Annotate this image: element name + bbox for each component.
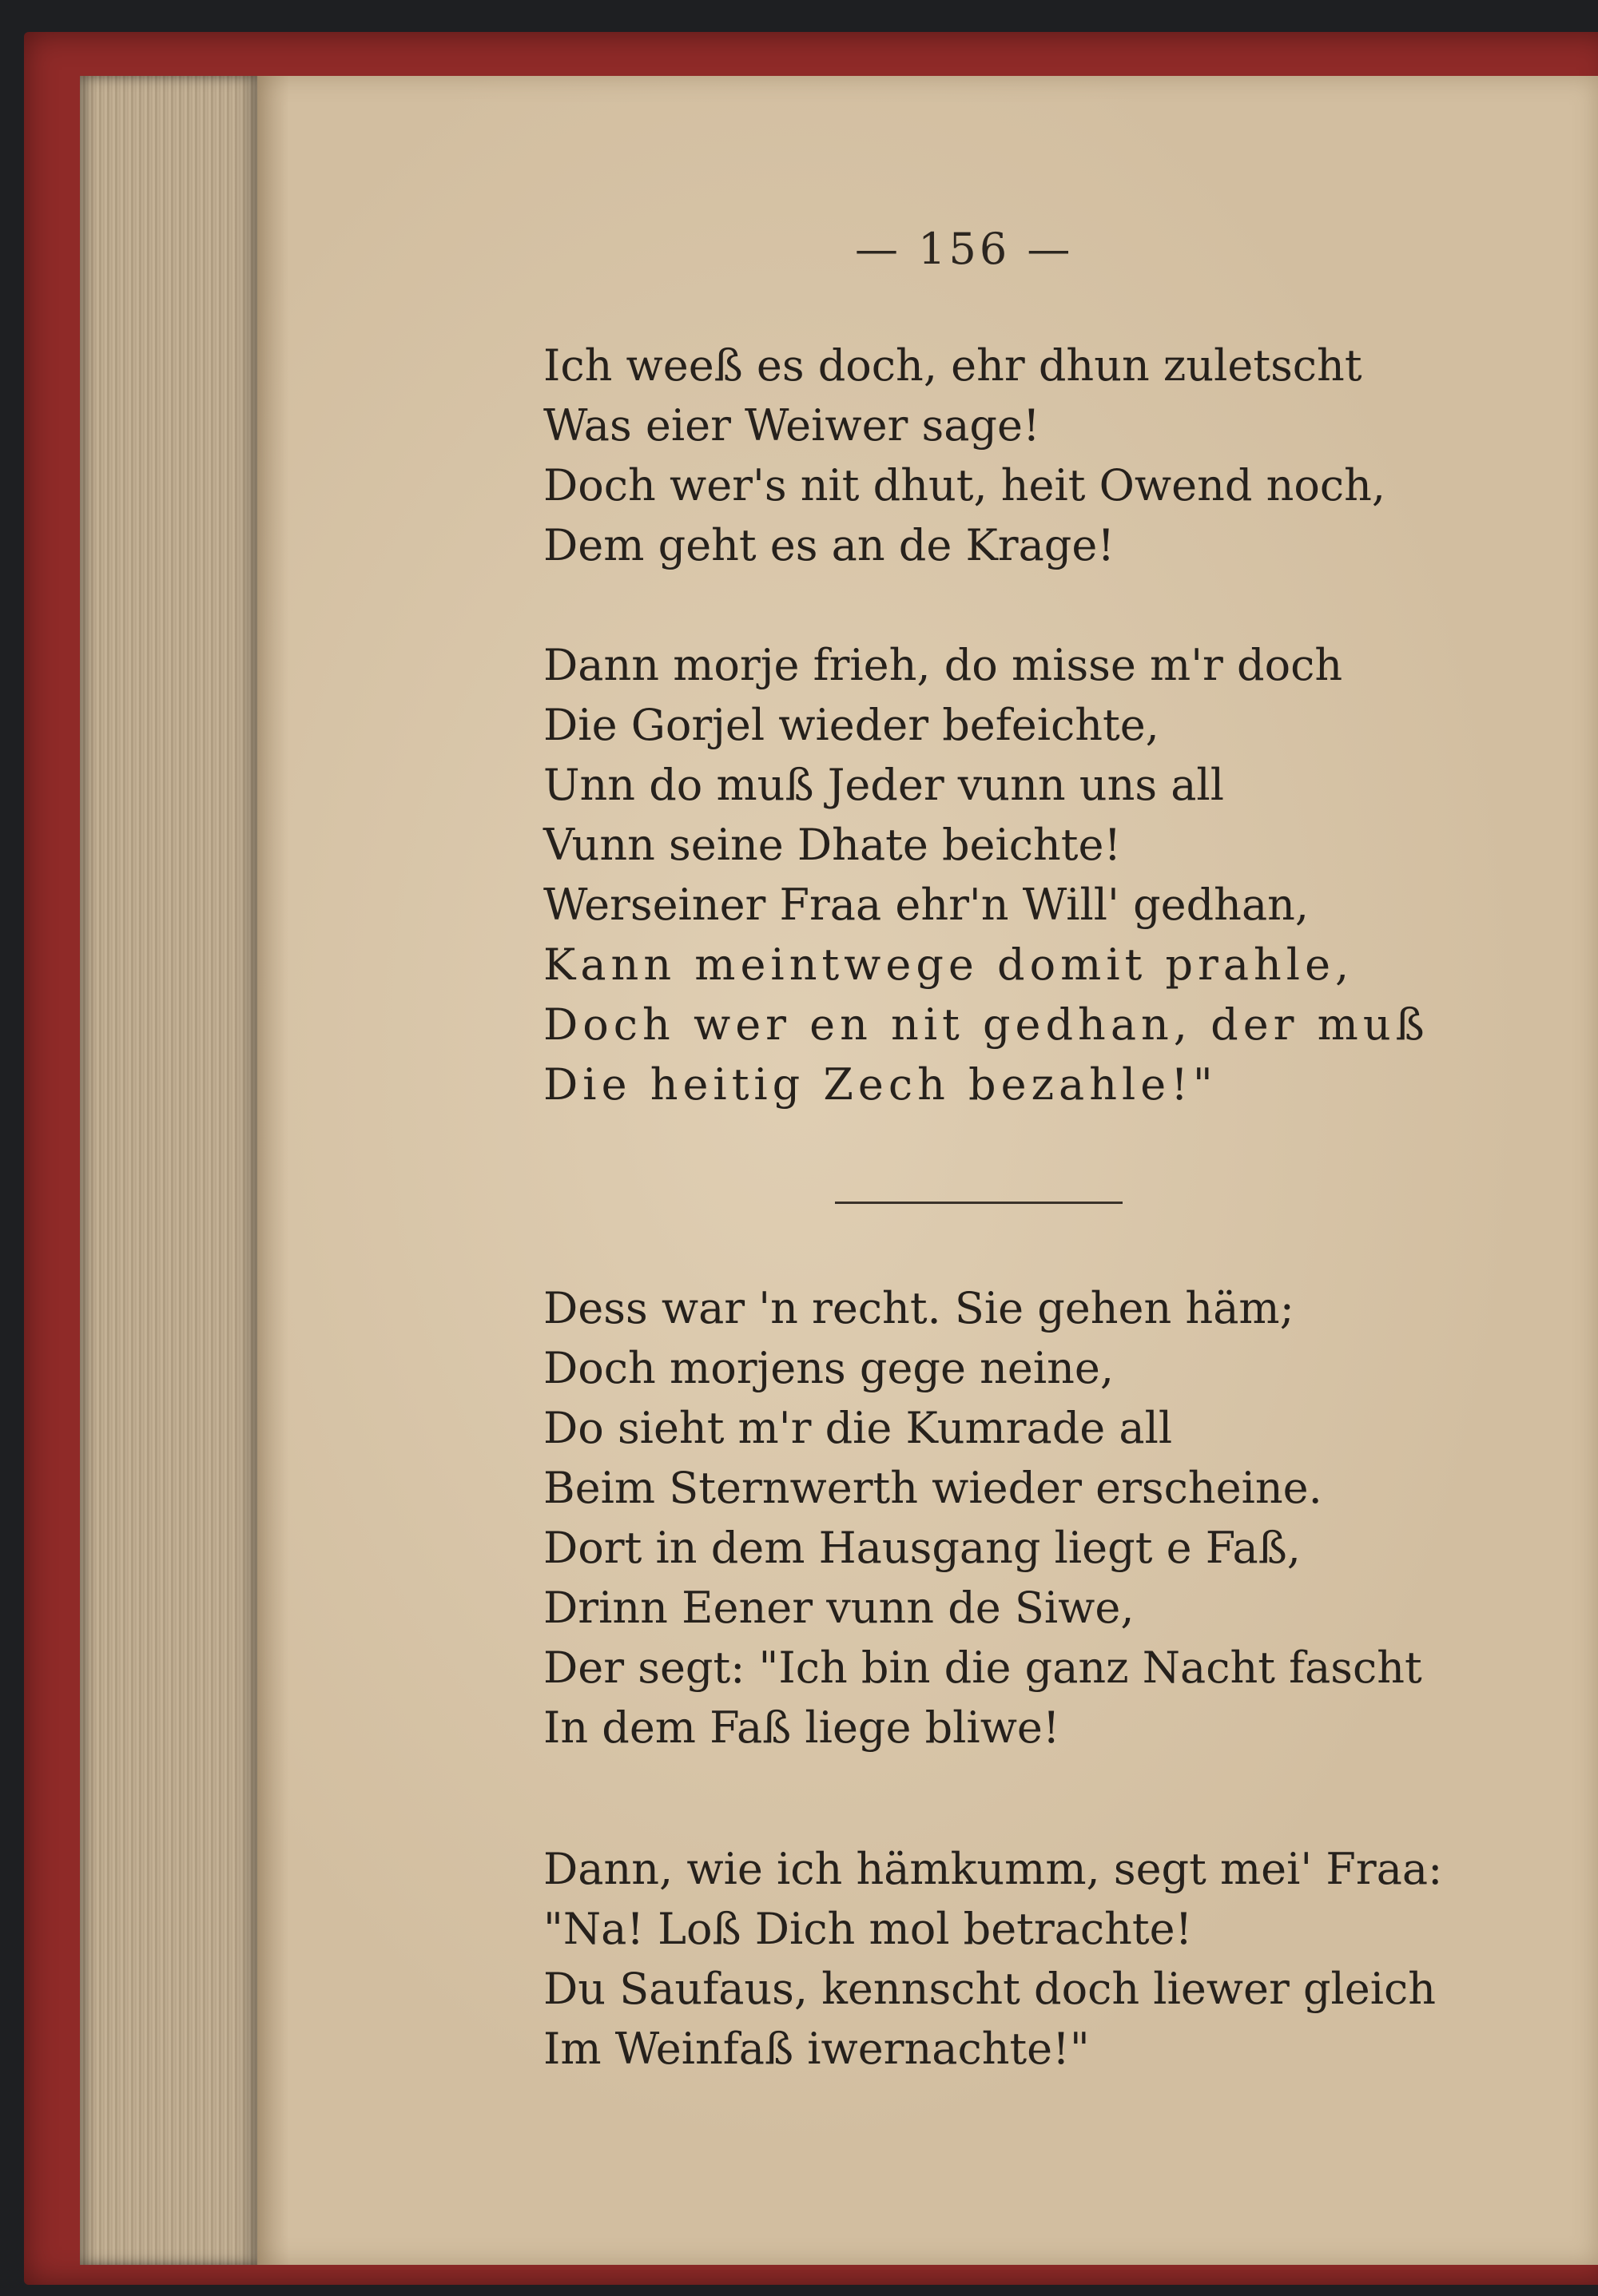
verse-line: Doch morjens gege neine, [543,1343,1114,1393]
verse-line: "Na! Loß Dich mol betrachte! [543,1904,1193,1954]
stanza-1 [543,336,1385,575]
verse-line: Die Gorjel wieder befeichte, [543,700,1159,750]
verse-line: Der segt: "Ich bin die ganz Nacht fascht [543,1643,1422,1693]
verse-line: Drinn Eener vunn de Siwe, [543,1583,1135,1633]
verse-line: Unn do muß Jeder vunn uns all [543,760,1224,810]
verse-line: Dem geht es an de Krage! [543,520,1115,570]
verse-line: Werseiner Fraa ehr'n Will' gedhan, [543,880,1310,930]
verse-line: Kann meintwege domit prahle, [543,939,1354,990]
verse-line: Du Saufaus, kennscht doch liewer gleich [543,1964,1437,2014]
verse-line: Dess war 'n recht. Sie gehen häm; [543,1283,1294,1333]
verse-line: Im Weinfaß iwernachte!" [543,2024,1090,2074]
verse-line: Dann morje frieh, do misse m'r doch [543,640,1343,690]
verse-line: Do sieht m'r die Kumrade all [543,1403,1173,1453]
verse-line: Dort in dem Hausgang liegt e Faß, [543,1523,1301,1573]
verse-line: Vunn seine Dhate beichte! [543,820,1122,870]
verse-line: Ich weeß es doch, ehr dhun zuletscht [543,340,1362,391]
section-divider [835,1202,1123,1204]
verse-line: Doch wer en nit gedhan, der muß [543,999,1429,1050]
verse-line: Was eier Weiwer sage! [543,400,1040,451]
verse-line: Dann, wie ich hämkumm, segt mei' Fraa: [543,1844,1443,1894]
verse-line: Die heitig Zech bezahle!" [543,1059,1218,1110]
verse-line: Doch wer's nit dhut, heit Owend noch, [543,460,1386,510]
page-number: — 156 — [855,224,1074,274]
verse-line: In dem Faß liege bliwe! [543,1702,1060,1753]
stanza-2 [543,635,1429,1114]
stanza-3 [543,1278,1422,1758]
page-edges [80,76,260,2265]
verse-line: Beim Sternwerth wieder erscheine. [543,1463,1322,1513]
stanza-4 [543,1839,1442,2079]
